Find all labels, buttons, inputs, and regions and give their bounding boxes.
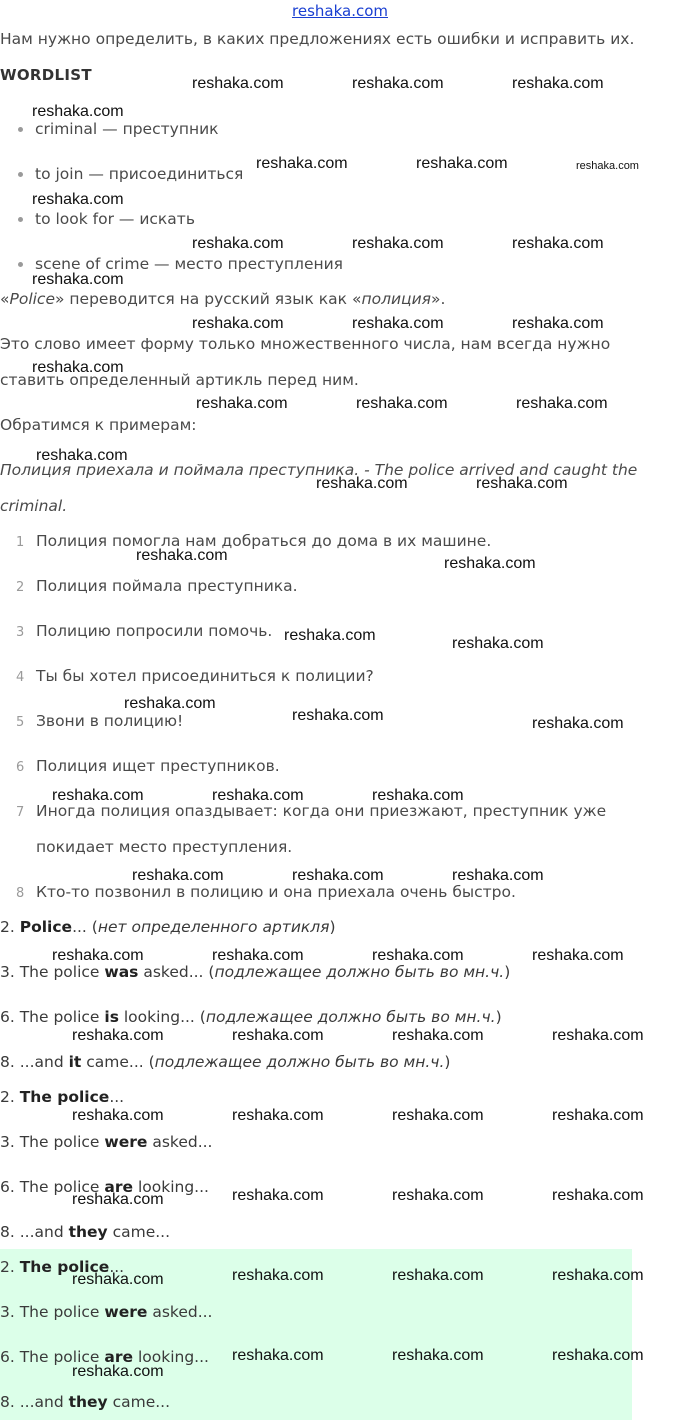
sentence-item: 4 Ты бы хотел присоединиться к полиции? (16, 667, 374, 685)
watermark: reshaka.com (136, 547, 228, 564)
final-answer-line: 2. The police... (0, 1258, 125, 1276)
correction-line: 8. ...and they came... (0, 1223, 171, 1241)
watermark: reshaka.com (72, 1191, 164, 1208)
watermark: reshaka.com (32, 271, 124, 288)
watermark: reshaka.com (476, 475, 568, 492)
watermark: reshaka.com (232, 1107, 324, 1124)
watermark: reshaka.com (452, 635, 544, 652)
watermark: reshaka.com (292, 867, 384, 884)
bullet-icon (18, 172, 23, 177)
watermark: reshaka.com (32, 359, 124, 376)
watermark: reshaka.com (576, 160, 639, 172)
watermark: reshaka.com (192, 315, 284, 332)
watermark: reshaka.com (232, 1347, 324, 1364)
watermark: reshaka.com (512, 315, 604, 332)
error-line: 6. The police is looking... (подлежащее должно быть во мн.ч.) (0, 1008, 502, 1026)
watermark: reshaka.com (284, 627, 376, 644)
watermark: reshaka.com (192, 235, 284, 252)
error-line: 8. ...and it came... (подлежащее должно быть во мн.ч.) (0, 1053, 451, 1071)
watermark: reshaka.com (124, 695, 216, 712)
correction-line: 2. The police... (0, 1088, 125, 1106)
watermark: reshaka.com (392, 1107, 484, 1124)
sentence-item: 2 Полиция поймала преступника. (16, 577, 298, 595)
watermark: reshaka.com (532, 947, 624, 964)
watermark: reshaka.com (72, 1107, 164, 1124)
watermark: reshaka.com (356, 395, 448, 412)
wordlist-item: to join — присоединиться (18, 165, 243, 183)
bullet-icon (18, 262, 23, 267)
intro-text: Нам нужно определить, в каких предложениях есть ошибки и исправить их. (0, 30, 635, 48)
police-note: «Police» переводится на русский язык как «полиция». (0, 290, 446, 308)
watermark: reshaka.com (392, 1027, 484, 1044)
watermark: reshaka.com (232, 1027, 324, 1044)
wordlist-title: WORDLIST (0, 66, 92, 84)
watermark: reshaka.com (392, 1267, 484, 1284)
example-line: criminal. (0, 497, 68, 515)
sentence-item: 6 Полиция ищет преступников. (16, 757, 280, 775)
form-note-line: ставить определенный артикль перед ним. (0, 371, 359, 389)
example-line: Полиция приехала и поймала преступника. - The police arrived and caught the (0, 461, 638, 479)
sentence-item: 5 Звони в полицию! (16, 712, 184, 730)
watermark: reshaka.com (52, 787, 144, 804)
examples-intro: Обратимся к примерам: (0, 416, 197, 434)
watermark: reshaka.com (292, 707, 384, 724)
watermark: reshaka.com (72, 1363, 164, 1380)
watermark: reshaka.com (232, 1187, 324, 1204)
wordlist-item: to look for — искать (18, 210, 195, 228)
watermark: reshaka.com (256, 155, 348, 172)
watermark: reshaka.com (552, 1187, 644, 1204)
watermark: reshaka.com (444, 555, 536, 572)
correction-line: 3. The police were asked... (0, 1133, 213, 1151)
watermark: reshaka.com (316, 475, 408, 492)
watermark: reshaka.com (196, 395, 288, 412)
watermark: reshaka.com (192, 75, 284, 92)
watermark: reshaka.com (512, 235, 604, 252)
sentence-item: 3 Полицию попросили помочь. (16, 622, 273, 640)
wordlist-item: criminal — преступник (18, 120, 219, 138)
watermark: reshaka.com (452, 867, 544, 884)
watermark: reshaka.com (212, 947, 304, 964)
correction-line: 6. The police are looking... (0, 1178, 209, 1196)
watermark: reshaka.com (352, 235, 444, 252)
site-header-link[interactable]: reshaka.com (292, 2, 388, 20)
watermark: reshaka.com (552, 1347, 644, 1364)
final-answer-line: 6. The police are looking... (0, 1348, 209, 1366)
error-line: 2. Police... (нет определенного артикля) (0, 918, 336, 936)
watermark: reshaka.com (52, 947, 144, 964)
watermark: reshaka.com (212, 787, 304, 804)
watermark: reshaka.com (516, 395, 608, 412)
watermark: reshaka.com (532, 715, 624, 732)
watermark: reshaka.com (552, 1267, 644, 1284)
watermark: reshaka.com (32, 103, 124, 120)
watermark: reshaka.com (392, 1187, 484, 1204)
watermark: reshaka.com (416, 155, 508, 172)
sentence-item: 1 Полиция помогла нам добраться до дома в их машине. (16, 532, 492, 550)
watermark: reshaka.com (232, 1267, 324, 1284)
sentence-item: 8 Кто-то позвонил в полицию и она приехала очень быстро. (16, 883, 516, 901)
watermark: reshaka.com (552, 1107, 644, 1124)
final-answer-line: 3. The police were asked... (0, 1303, 213, 1321)
watermark: reshaka.com (32, 191, 124, 208)
watermark: reshaka.com (72, 1027, 164, 1044)
watermark: reshaka.com (72, 1271, 164, 1288)
error-line: 3. The police was asked... (подлежащее должно быть во мн.ч.) (0, 963, 511, 981)
wordlist-item: scene of crime — место преступления (18, 255, 343, 273)
sentence-item: 7 Иногда полиция опаздывает: когда они приезжают, преступник уже (16, 802, 607, 820)
watermark: reshaka.com (512, 75, 604, 92)
watermark: reshaka.com (372, 947, 464, 964)
final-answer-line: 8. ...and they came... (0, 1393, 171, 1411)
sentence-continuation: покидает место преступления. (36, 838, 293, 856)
watermark: reshaka.com (372, 787, 464, 804)
watermark: reshaka.com (36, 447, 128, 464)
watermark: reshaka.com (392, 1347, 484, 1364)
watermark: reshaka.com (352, 75, 444, 92)
bullet-icon (18, 127, 23, 132)
form-note-line: Это слово имеет форму только множественного числа, нам всегда нужно (0, 335, 611, 353)
watermark: reshaka.com (132, 867, 224, 884)
watermark: reshaka.com (552, 1027, 644, 1044)
bullet-icon (18, 217, 23, 222)
watermark: reshaka.com (352, 315, 444, 332)
